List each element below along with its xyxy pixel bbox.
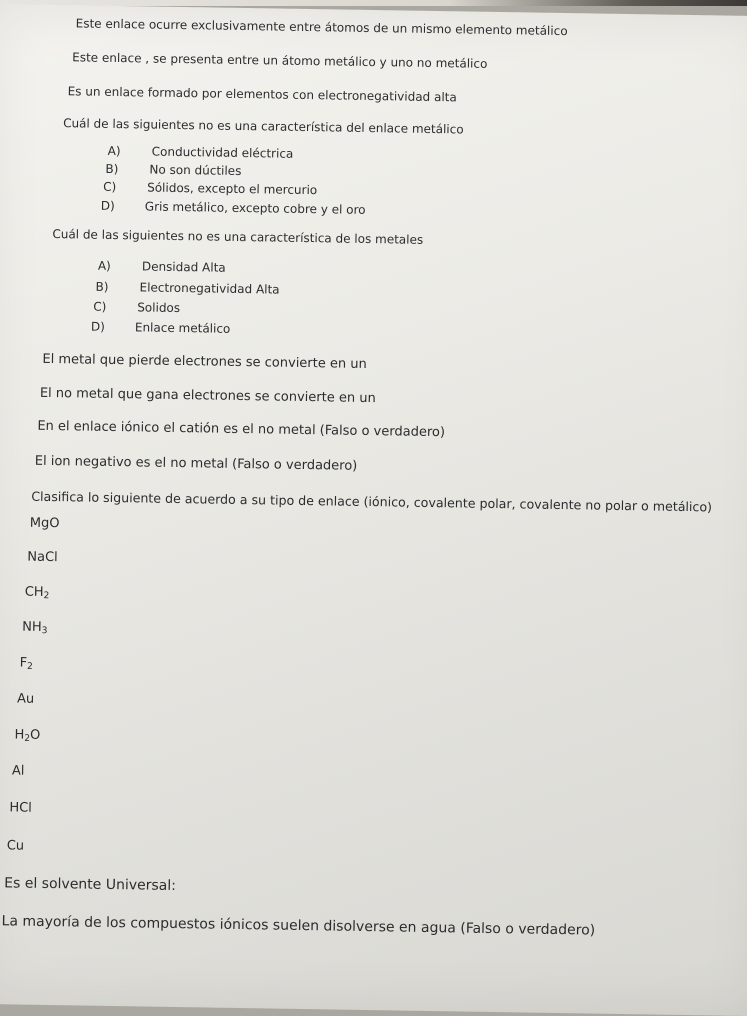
question-11: Es el solvente Universal: [4, 875, 177, 895]
q5-option-d [91, 321, 391, 340]
question-6: El metal que pierde electrones se convierte en un [42, 351, 367, 372]
compound-nh3: $NH_3$ [22, 619, 48, 637]
question-8: En el enlace iónico el catión es el no metal (Falso o verdadero) [37, 418, 446, 441]
question-2: Este enlace , se presenta entre un átomo metálico y uno no metálico [72, 50, 488, 71]
q5-option-a-letter: A) [97, 258, 111, 273]
compound-cu: Cu [6, 838, 25, 854]
question-4: Cuál de las siguientes no es una característica del enlace metálico [63, 116, 464, 137]
compound-au: Au [16, 691, 35, 707]
q4-option-a [108, 145, 408, 164]
compound-h2o: $H_2O$ [14, 727, 41, 744]
question-3: Es un enlace formado por elementos con electronegatividad alta [67, 84, 457, 105]
q5-option-b-text: Electronegatividad Alta [139, 280, 280, 297]
q5-option-d-letter: D) [90, 319, 105, 334]
q5-option-a [98, 260, 398, 279]
question-10: Clasifica lo siguiente de acuerdo a su tipo de enlace (iónico, covalente polar, covalente no polar o metálico) [31, 488, 713, 515]
q4-option-a-letter: A) [107, 143, 121, 159]
q4-option-b-text: No son dúctiles [149, 162, 242, 178]
q4-option-b-letter: B) [105, 161, 119, 177]
q5-option-d-text: Enlace metálico [134, 320, 231, 336]
question-12: La mayoría de los compuestos iónicos suelen disolverse en agua (Falso o verdadero) [1, 913, 596, 939]
question-9: El ion negativo es el no metal (Falso o verdadero) [34, 453, 358, 474]
q4-option-d-text: Gris metálico, excepto cobre y el oro [144, 199, 366, 217]
q5-option-c [93, 301, 393, 320]
worksheet-page [0, 4, 747, 1016]
q4-option-c-text: Sólidos, excepto el mercurio [147, 180, 318, 198]
q5-option-b-letter: B) [95, 279, 109, 294]
question-7: El no metal que gana electrones se convierte en un [39, 385, 376, 407]
compound-hcl: HCl [9, 800, 32, 816]
compound-nacl: NaCl [27, 549, 58, 566]
q4-option-a-text: Conductividad eléctrica [151, 144, 294, 161]
question-5: Cuál de las siguientes no es una característica de los metales [52, 227, 424, 247]
q4-option-b [105, 163, 405, 182]
question-1: Este enlace ocurre exclusivamente entre átomos de un mismo elemento metálico [75, 16, 568, 39]
q4-option-c-letter: C) [103, 179, 117, 195]
compound-f2: $F_2$ [19, 655, 33, 673]
compound-ch2: $CH_2$ [24, 584, 50, 602]
q4-option-c [103, 181, 403, 200]
compound-al: Al [11, 763, 25, 779]
q5-option-c-letter: C) [93, 299, 107, 314]
q5-option-c-text: Solidos [137, 300, 181, 316]
compound-mgo: MgO [29, 515, 60, 532]
q4-option-d [101, 200, 421, 219]
q5-option-a-text: Densidad Alta [141, 259, 226, 275]
q5-option-b [95, 281, 395, 300]
q4-option-d-letter: D) [100, 198, 115, 213]
